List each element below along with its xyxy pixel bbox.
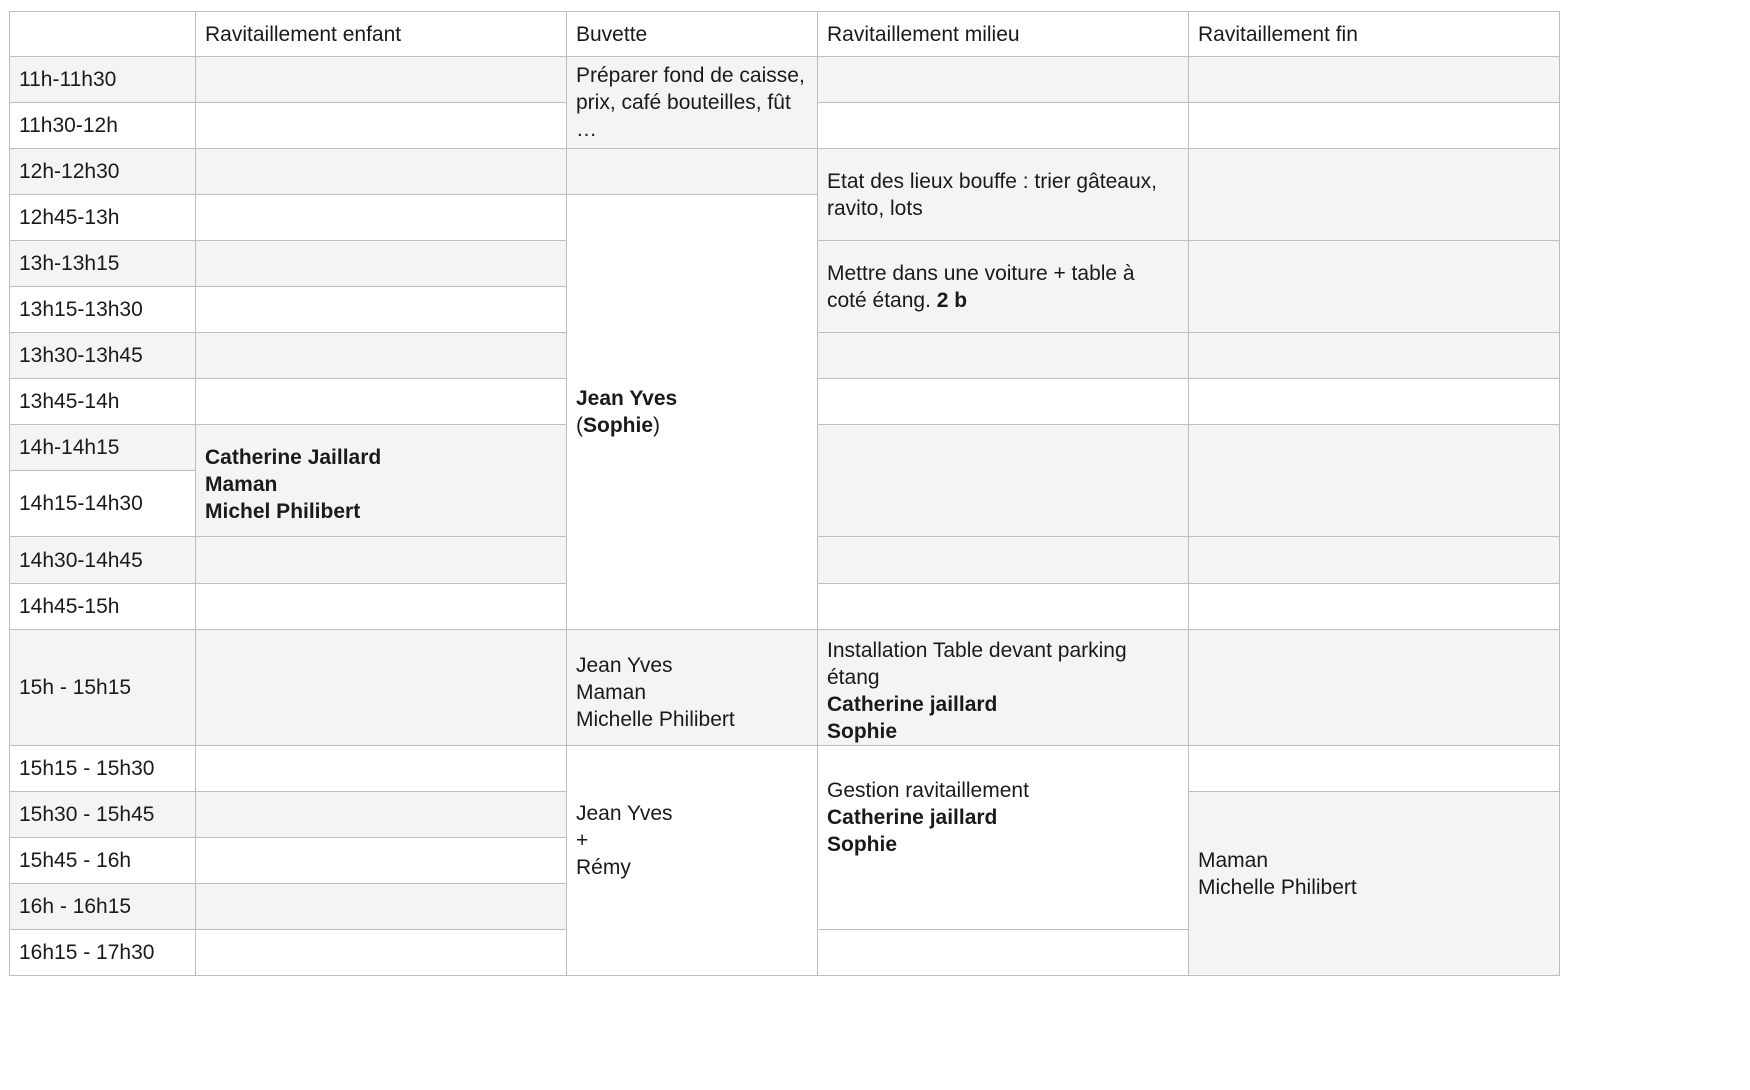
milieu-voiture-cell[interactable]: Mettre dans une voiture + table à coté étang. 2 b: [818, 241, 1189, 333]
time-cell[interactable]: 13h15-13h30: [10, 287, 196, 333]
milieu-install-title: Installation Table devant parking étang: [827, 639, 1127, 689]
time-cell[interactable]: 13h45-14h: [10, 379, 196, 425]
fin-cell[interactable]: [1189, 630, 1560, 746]
buvette-main-cell[interactable]: [567, 195, 818, 630]
fin-cell[interactable]: [1189, 379, 1560, 425]
enfant-cell[interactable]: [196, 584, 567, 630]
enfant-team-member: Maman: [205, 473, 278, 496]
fin-late-member: Michelle Philibert: [1198, 875, 1357, 899]
fin-late-cell[interactable]: [1189, 792, 1560, 976]
time-cell[interactable]: 16h - 16h15: [10, 884, 196, 930]
table-row: [10, 630, 1560, 746]
buvette-main-second: (Sophie): [576, 414, 661, 437]
buvette-cell[interactable]: [567, 149, 818, 195]
header-ravitaillement-enfant[interactable]: Ravitaillement enfant: [196, 12, 567, 57]
enfant-cell[interactable]: [196, 103, 567, 149]
buvette-main-name: Jean Yves: [576, 387, 678, 410]
milieu-install-name: Catherine jaillard: [827, 693, 998, 716]
enfant-cell[interactable]: [196, 333, 567, 379]
enfant-cell[interactable]: [196, 195, 567, 241]
time-cell[interactable]: 14h15-14h30: [10, 471, 196, 537]
milieu-cell[interactable]: [818, 930, 1189, 976]
header-ravitaillement-milieu[interactable]: Ravitaillement milieu: [818, 12, 1189, 57]
header-ravitaillement-fin[interactable]: Ravitaillement fin: [1189, 12, 1560, 57]
milieu-etat-cell[interactable]: Etat des lieux bouffe : trier gâteaux, ravito, lots: [818, 149, 1189, 241]
buvette-late-member: Rémy: [576, 856, 631, 879]
header-row: [10, 12, 1560, 57]
milieu-gestion-cell[interactable]: [818, 746, 1189, 930]
enfant-cell[interactable]: [196, 241, 567, 287]
time-cell[interactable]: 15h45 - 16h: [10, 838, 196, 884]
enfant-cell[interactable]: [196, 930, 567, 976]
time-cell[interactable]: 15h15 - 15h30: [10, 746, 196, 792]
milieu-cell[interactable]: [818, 333, 1189, 379]
time-cell[interactable]: 14h-14h15: [10, 425, 196, 471]
header-buvette[interactable]: Buvette: [567, 12, 818, 57]
milieu-gestion-title: Gestion ravitaillement: [827, 779, 1029, 802]
time-cell[interactable]: 11h-11h30: [10, 57, 196, 103]
enfant-cell[interactable]: [196, 149, 567, 195]
buvette-prep-cell[interactable]: Préparer fond de caisse, prix, café bouteilles, fût …: [567, 57, 818, 149]
fin-cell[interactable]: [1189, 149, 1560, 241]
milieu-cell[interactable]: [818, 57, 1189, 103]
buvette-late-member: Jean Yves: [576, 802, 673, 825]
milieu-cell[interactable]: [818, 425, 1189, 537]
enfant-cell[interactable]: [196, 746, 567, 792]
enfant-cell[interactable]: [196, 57, 567, 103]
milieu-cell[interactable]: [818, 379, 1189, 425]
buvette-15h-cell[interactable]: [567, 630, 818, 746]
table-row: [10, 149, 1560, 195]
time-cell[interactable]: 15h - 15h15: [10, 630, 196, 746]
enfant-team-member: Catherine Jaillard: [205, 446, 382, 469]
milieu-install-cell[interactable]: [818, 630, 1189, 746]
enfant-cell[interactable]: [196, 537, 567, 584]
time-cell[interactable]: 13h-13h15: [10, 241, 196, 287]
enfant-team-cell[interactable]: [196, 425, 567, 537]
fin-cell[interactable]: [1189, 746, 1560, 792]
fin-cell[interactable]: [1189, 241, 1560, 333]
time-cell[interactable]: 14h30-14h45: [10, 537, 196, 584]
milieu-install-name: Sophie: [827, 720, 898, 743]
header-corner[interactable]: [10, 12, 196, 57]
milieu-gestion-name: Sophie: [827, 833, 898, 856]
fin-late-member: Maman: [1198, 848, 1269, 872]
enfant-team-member: Michel Philibert: [205, 500, 361, 523]
milieu-cell[interactable]: [818, 584, 1189, 630]
time-cell[interactable]: 13h30-13h45: [10, 333, 196, 379]
buvette-late-plus: +: [576, 829, 589, 852]
time-cell[interactable]: 14h45-15h: [10, 584, 196, 630]
time-cell[interactable]: 12h45-13h: [10, 195, 196, 241]
enfant-cell[interactable]: [196, 379, 567, 425]
buvette-late-cell[interactable]: [567, 746, 818, 976]
time-cell[interactable]: 16h15 - 17h30: [10, 930, 196, 976]
time-cell[interactable]: 12h-12h30: [10, 149, 196, 195]
buvette-15h-member: Michelle Philibert: [576, 708, 735, 731]
schedule-table: [9, 11, 1560, 976]
fin-cell[interactable]: [1189, 425, 1560, 537]
fin-cell[interactable]: [1189, 537, 1560, 584]
enfant-cell[interactable]: [196, 838, 567, 884]
time-cell[interactable]: 15h30 - 15h45: [10, 792, 196, 838]
enfant-cell[interactable]: [196, 287, 567, 333]
milieu-cell[interactable]: [818, 103, 1189, 149]
fin-cell[interactable]: [1189, 57, 1560, 103]
fin-cell[interactable]: [1189, 103, 1560, 149]
time-cell[interactable]: 11h30-12h: [10, 103, 196, 149]
enfant-cell[interactable]: [196, 792, 567, 838]
fin-cell[interactable]: [1189, 584, 1560, 630]
buvette-15h-member: Jean Yves: [576, 654, 673, 677]
milieu-cell[interactable]: [818, 537, 1189, 584]
table-row: [10, 57, 1560, 103]
enfant-cell[interactable]: [196, 630, 567, 746]
milieu-gestion-name: Catherine jaillard: [827, 806, 998, 829]
buvette-15h-member: Maman: [576, 681, 647, 704]
fin-cell[interactable]: [1189, 333, 1560, 379]
enfant-cell[interactable]: [196, 884, 567, 930]
table-row: [10, 746, 1560, 792]
